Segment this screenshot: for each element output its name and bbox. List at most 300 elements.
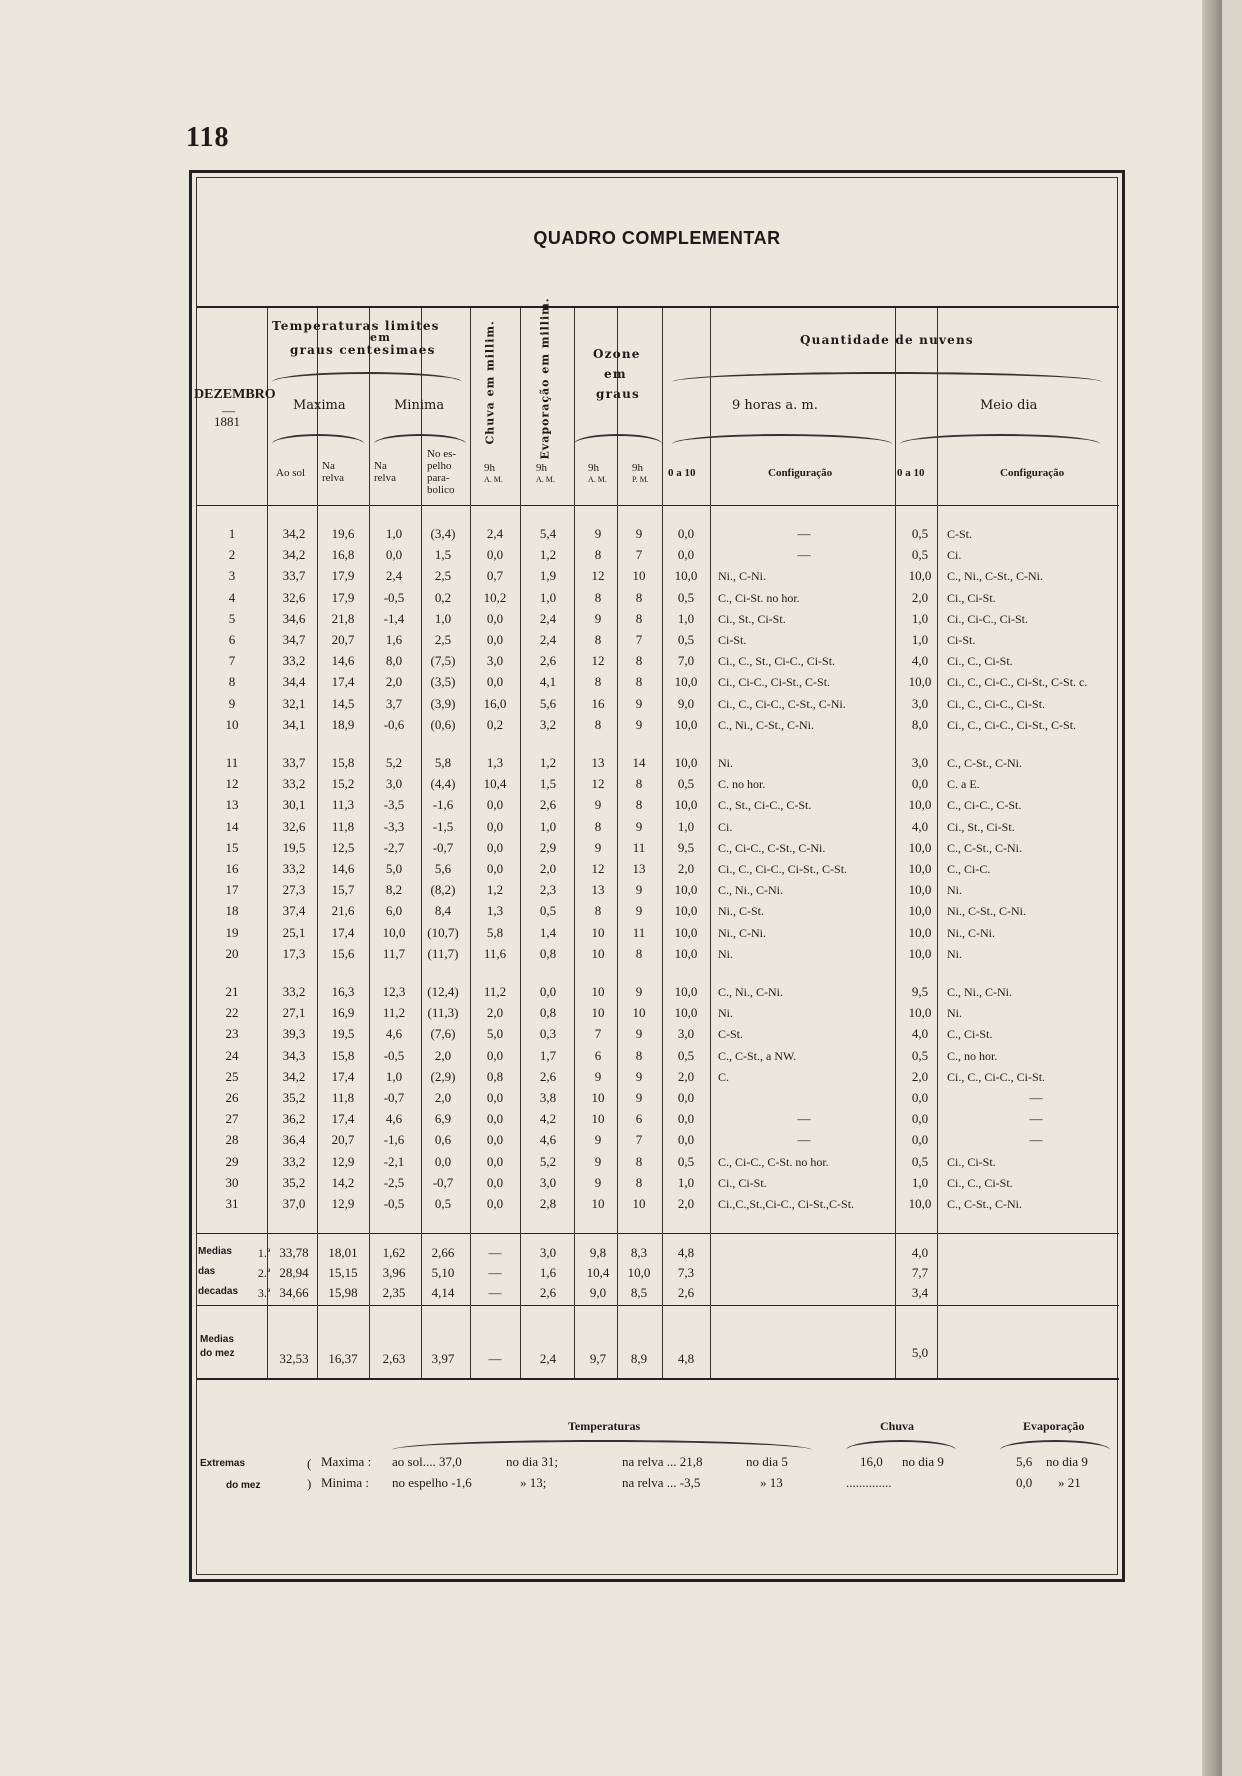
- table-cell: 5,0: [385, 861, 403, 876]
- table-cell: 2,0: [911, 1068, 929, 1084]
- extremas-max-label: Maxima :: [321, 1454, 372, 1469]
- table-cell-config: Ci., C., Ci-St.: [947, 654, 1013, 669]
- rule-header-top: [197, 306, 1119, 308]
- col-espelho: para-: [427, 472, 450, 484]
- table-cell: 12,5: [331, 839, 355, 855]
- table-cell: 19,6: [331, 526, 355, 541]
- table-cell-config: —: [797, 1111, 811, 1127]
- table-cell: 9,5: [677, 839, 695, 855]
- table-cell: 11,8: [331, 818, 355, 834]
- table-cell: 5,2: [385, 755, 403, 770]
- table-cell: 17,4: [331, 924, 355, 940]
- table-cell: —: [488, 1265, 502, 1280]
- table-cell: 10,0: [908, 945, 932, 961]
- table-cell: 34,6: [282, 610, 306, 626]
- table-cell: 0,5: [677, 589, 695, 605]
- table-cell-config: C., Ni., C-Ni.: [947, 985, 1013, 999]
- table-cell: 1,0: [677, 818, 695, 834]
- table-cell: (3,4): [430, 526, 456, 541]
- table-cell: 6: [594, 1047, 602, 1063]
- table-cell: 8: [635, 653, 643, 669]
- table-cell: 14: [225, 818, 239, 834]
- table-cell: 13: [225, 797, 239, 813]
- table-cell: 33,7: [282, 755, 306, 770]
- table-cell: 10,0: [674, 797, 698, 813]
- table-cell: 1,4: [539, 924, 557, 940]
- table-cell: 4,6: [385, 1026, 403, 1042]
- table-cell-config: Ni., C-Ni.: [718, 925, 766, 940]
- table-cell: 2,0: [434, 1090, 452, 1105]
- table-cell-config: Ci., C., Ci-C., Ci-St., C-St.: [947, 717, 1077, 732]
- table-cell: 34,66: [279, 1285, 309, 1300]
- table-cell-config: C., Ci-C.: [947, 862, 991, 876]
- table-cell-config: Ci., C., Ci-C., C-St., C-Ni.: [718, 696, 846, 711]
- col-cfg2: Configuração: [1000, 467, 1065, 479]
- col-evap-hora: A. M.: [536, 475, 555, 484]
- table-cell: 6,0: [385, 903, 403, 919]
- table-cell: 0,8: [539, 1005, 557, 1021]
- table-cell: -0,5: [383, 589, 405, 605]
- table-cell-config: C., C-St., C-Ni.: [947, 840, 1023, 855]
- table-cell: 16,9: [331, 1005, 355, 1021]
- table-cell: 9: [635, 903, 643, 919]
- table-cell: 8: [594, 547, 602, 563]
- table-cell: 4,2: [539, 1111, 557, 1127]
- table-cell: 10: [591, 945, 605, 961]
- table-cell: 8: [635, 674, 643, 690]
- table-cell: 36,4: [282, 1132, 306, 1148]
- table-cell: 0,5: [539, 903, 557, 919]
- table-cell: 9: [594, 1132, 602, 1148]
- table-cell-config: Ni., C-Ni.: [718, 569, 766, 584]
- table-cell: 33,2: [282, 984, 306, 999]
- table-cell: 15: [225, 839, 239, 855]
- table-cell: 8: [228, 674, 236, 690]
- table-cell-config: C., Ci-C., C-St. no hor.: [718, 1154, 829, 1169]
- table-cell: 2,3: [539, 882, 557, 898]
- table-cell: 11,6: [483, 945, 507, 961]
- table-cell: -0,5: [383, 1047, 405, 1063]
- table-cell: 3,0: [539, 1174, 557, 1190]
- table-cell: 10: [591, 1090, 605, 1105]
- col-cfg1: Configuração: [768, 467, 833, 479]
- table-cell: 8: [635, 776, 643, 792]
- table-cell: 3,4: [911, 1285, 929, 1300]
- table-cell-config: Ci., C., Ci-C., Ci-St., C-St.: [718, 862, 848, 876]
- table-cell-config: Ci.: [947, 548, 962, 563]
- table-cell: 34,3: [282, 1047, 306, 1063]
- table-cell-config: Ci., Ci-C., Ci-St.: [947, 611, 1029, 626]
- table-cell: 37,0: [282, 1196, 306, 1211]
- table-cell: 16,8: [331, 547, 355, 563]
- table-cell: 33,2: [282, 776, 306, 792]
- table-cell-config: C. a E.: [947, 777, 980, 792]
- table-cell: 8: [635, 797, 643, 813]
- table-cell: 17,3: [282, 945, 306, 961]
- table-cell: -0,7: [432, 839, 454, 855]
- table-cell: 28,94: [279, 1265, 309, 1280]
- table-cell: 7,7: [911, 1265, 929, 1280]
- table-cell: 2,0: [677, 1196, 695, 1211]
- table-cell: 21: [225, 984, 239, 999]
- table-cell: 0,7: [486, 568, 504, 584]
- table-cell: 3,0: [486, 653, 504, 669]
- column-rule: [520, 308, 521, 1378]
- table-cell: 17,4: [331, 1068, 355, 1084]
- table-cell: 15,15: [328, 1265, 358, 1280]
- table-cell: 11,2: [382, 1005, 406, 1021]
- table-cell: 10,0: [908, 903, 932, 919]
- table-cell: 9: [635, 716, 643, 732]
- table-cell: —: [488, 1351, 502, 1366]
- table-cell: 5,8: [434, 755, 452, 770]
- table-cell: 1,2: [539, 547, 557, 563]
- table-cell-config: —: [797, 526, 811, 541]
- table-cell-config: Ci., C., Ci-C., Ci-St.: [947, 1069, 1046, 1084]
- table-cell: 8: [635, 589, 643, 605]
- table-cell: 34,1: [282, 716, 306, 732]
- extremas-min-espelho-dia: » 13;: [520, 1475, 547, 1490]
- table-cell-config: —: [1029, 1111, 1043, 1127]
- table-cell: 7: [635, 547, 643, 563]
- ozone-l2: em: [604, 367, 627, 381]
- extremas-brace-mark: (: [307, 1456, 312, 1471]
- table-cell: 1,2: [486, 882, 504, 898]
- table-cell: 2,35: [382, 1285, 406, 1300]
- table-cell-config: C., no hor.: [947, 1048, 998, 1063]
- table-cell: 12: [591, 861, 605, 876]
- extremas-max-evap-dia: no dia 9: [1046, 1454, 1088, 1469]
- table-cell: 9: [594, 797, 602, 813]
- extremas-max-relva: na relva ... 21,8: [622, 1454, 703, 1469]
- col-na-relva-max: Na: [322, 460, 335, 472]
- table-cell: 9: [594, 610, 602, 626]
- table-cell: 1,0: [677, 610, 695, 626]
- table-cell: 20: [225, 945, 239, 961]
- col-qtd1: 0 a 10: [668, 467, 696, 479]
- extremas-max-sol-dia: no dia 31;: [506, 1454, 558, 1469]
- table-cell: -2,1: [383, 1153, 405, 1169]
- table-cell: 9: [594, 1174, 602, 1190]
- table-cell: 3: [228, 568, 236, 584]
- extremas-max-chuva-dia: no dia 9: [902, 1454, 944, 1469]
- table-cell-config: Ci., Ci-C., Ci-St., C-St.: [718, 675, 831, 690]
- table-cell: 34,4: [282, 674, 306, 690]
- col-chuva-hora: 9h: [484, 462, 495, 474]
- table-cell: 1,9: [539, 568, 557, 584]
- ozone-l1: Ozone: [593, 347, 641, 361]
- table-cell: 1.ª: [257, 1246, 271, 1260]
- table-cell: 2,6: [539, 797, 557, 813]
- table-cell: 11,3: [331, 797, 355, 813]
- table-cell: 11,7: [382, 945, 406, 961]
- table-cell: 1,0: [385, 1068, 403, 1084]
- table-cell: 0,0: [486, 547, 504, 563]
- table-cell: 0,0: [486, 610, 504, 626]
- table-cell: 13: [591, 755, 605, 770]
- table-cell-config: —: [1029, 1132, 1043, 1148]
- table-cell: 1,2: [539, 755, 557, 770]
- table-cell: 8,5: [630, 1285, 648, 1300]
- table-cell-config: C. no hor.: [718, 777, 766, 792]
- table-cell: 3,0: [911, 695, 929, 711]
- table-cell: 32,6: [282, 818, 306, 834]
- table-cell-config: C., Ni., C-Ni.: [718, 985, 784, 999]
- table-cell: 5,6: [539, 695, 557, 711]
- table-cell: 0,0: [486, 861, 504, 876]
- table-cell: 8,0: [385, 653, 403, 669]
- table-cell: 2,4: [539, 632, 557, 647]
- table-cell: 21,6: [331, 903, 355, 919]
- table-cell: 3,96: [382, 1265, 406, 1280]
- table-cell: (3,5): [430, 674, 456, 690]
- table-cell: 12,9: [331, 1153, 355, 1169]
- table-cell: 4,8: [677, 1245, 695, 1260]
- table-cell: 0,0: [486, 839, 504, 855]
- table-cell: 10,4: [586, 1265, 610, 1280]
- table-cell: 9: [635, 818, 643, 834]
- extremas-label: do mez: [226, 1480, 261, 1491]
- table-cell: (10,7): [427, 924, 459, 940]
- col-ozone-pm: 9h: [632, 462, 643, 474]
- table-cell: 9: [594, 839, 602, 855]
- table-cell: 10: [591, 1005, 605, 1021]
- extremas-min-evap: 0,0: [1016, 1475, 1033, 1490]
- table-cell: (7,6): [430, 1026, 456, 1042]
- table-cell: 19: [225, 924, 239, 940]
- table-cell: 10: [632, 1005, 646, 1021]
- table-cell: 3,2: [539, 716, 557, 732]
- table-cell: 8,4: [434, 903, 452, 919]
- extremas-min-relva: na relva ... -3,5: [622, 1475, 701, 1490]
- table-cell: 10,0: [674, 568, 698, 584]
- table-cell: 0,0: [677, 1090, 695, 1105]
- table-cell: 8,9: [630, 1351, 648, 1366]
- table-cell: 30: [225, 1174, 239, 1190]
- table-cell-config: C-St.: [718, 1027, 744, 1042]
- medias-mez-label: Medias: [200, 1334, 234, 1345]
- table-cell: 9,0: [677, 695, 695, 711]
- table-cell: -1,6: [383, 1132, 405, 1148]
- table-cell: 10: [591, 1111, 605, 1127]
- table-cell: (11,7): [427, 945, 459, 961]
- table-cell: 5,0: [486, 1026, 504, 1042]
- table-cell: 0,2: [434, 589, 452, 605]
- table-cell: -0,7: [432, 1174, 454, 1190]
- table-cell: 10,0: [674, 674, 698, 690]
- table-cell-config: Ni.: [947, 1006, 962, 1021]
- table-cell: 18,01: [328, 1245, 358, 1260]
- table-cell: 8: [594, 674, 602, 690]
- year-dash: —: [222, 403, 235, 418]
- table-cell: 14,6: [331, 861, 355, 876]
- table-cell-config: Ci., St., Ci-St.: [947, 819, 1015, 834]
- table-cell: 6: [635, 1111, 643, 1127]
- table-cell: 2,6: [539, 1285, 557, 1300]
- table-cell: 30,1: [282, 797, 306, 813]
- table-cell-config: Ni.: [947, 946, 962, 961]
- table-cell: 10: [632, 568, 646, 584]
- table-cell: 0,5: [434, 1196, 452, 1211]
- nuvens-header: Quantidade de nuvens: [800, 333, 974, 347]
- table-cell: 4,14: [431, 1285, 455, 1300]
- table-cell: 2,5: [434, 632, 452, 647]
- table-cell: 3,0: [385, 776, 403, 792]
- table-cell: (0,6): [430, 716, 456, 732]
- table-cell: 11,2: [483, 984, 507, 999]
- table-cell: 17,4: [331, 1111, 355, 1127]
- table-cell: 14: [632, 755, 646, 770]
- table-cell: 4,6: [385, 1111, 403, 1127]
- table-cell: 2: [228, 547, 236, 563]
- table-cell: 1,0: [911, 610, 929, 626]
- table-cell: 1,0: [539, 818, 557, 834]
- table-cell: 8: [594, 716, 602, 732]
- table-cell-config: Ni., C-St.: [718, 904, 765, 919]
- page-number: 118: [186, 122, 230, 153]
- table-cell: 5,10: [431, 1265, 455, 1280]
- table-cell: —: [488, 1245, 502, 1260]
- table-cell-config: —: [797, 1132, 811, 1148]
- extremas-min-label: Minima :: [321, 1475, 370, 1490]
- table-cell: 9: [635, 984, 643, 999]
- table-cell: 2,6: [539, 653, 557, 669]
- table-cell: 10,0: [674, 755, 698, 770]
- extremas-label: Extremas: [200, 1458, 246, 1469]
- table-cell: 1,5: [434, 547, 452, 563]
- table-cell: 28: [225, 1132, 239, 1148]
- table-cell: 10,0: [908, 1196, 932, 1211]
- table-cell: —: [488, 1285, 502, 1300]
- table-cell: 4,0: [911, 818, 929, 834]
- table-cell: 7: [635, 632, 643, 647]
- col-na-relva-min: relva: [374, 472, 396, 484]
- table-cell: 0,0: [486, 674, 504, 690]
- table-cell: 7,3: [677, 1265, 695, 1280]
- table-cell: 0,5: [677, 1153, 695, 1169]
- table-cell: 4,1: [539, 674, 557, 690]
- table-cell: 19,5: [331, 1026, 355, 1042]
- table-cell: 15,6: [331, 945, 355, 961]
- table-cell: 15,98: [328, 1285, 358, 1300]
- table-cell: 11: [632, 839, 646, 855]
- table-cell: 10: [591, 984, 605, 999]
- table-cell-config: C., Ni., C-Ni.: [718, 883, 784, 898]
- table-cell: 33,7: [282, 568, 306, 584]
- table-cell: 13: [632, 861, 646, 876]
- table-cell-config: —: [1029, 1090, 1043, 1105]
- table-cell: 1: [228, 526, 236, 541]
- table-cell: -2,7: [383, 839, 405, 855]
- table-cell: 7,0: [677, 653, 695, 669]
- table-cell: 8: [635, 1047, 643, 1063]
- nove-horas-label: 9 horas a. m.: [732, 398, 818, 413]
- table-cell-config: C., Ci-C., C-St., C-Ni.: [718, 840, 826, 855]
- table-cell: 4,0: [911, 653, 929, 669]
- table-cell: 4,6: [539, 1132, 557, 1148]
- table-cell: 10,0: [908, 861, 932, 876]
- maxima-label: Maxima: [293, 398, 346, 413]
- table-cell: 1,3: [486, 903, 504, 919]
- temp-group-l3: graus centesimaes: [290, 343, 436, 357]
- table-cell: 1,0: [911, 1174, 929, 1190]
- table-cell: 11,8: [331, 1090, 355, 1105]
- table-cell: 10,0: [908, 568, 932, 584]
- col-qtd2: 0 a 10: [897, 467, 925, 479]
- table-cell: 8,3: [630, 1245, 648, 1260]
- table-cell: (11,3): [427, 1005, 459, 1021]
- table-cell: 10: [632, 1196, 646, 1211]
- table-cell-config: Ci., C., Ci-St.: [947, 1175, 1013, 1190]
- table-cell: 10,0: [674, 945, 698, 961]
- table-cell: 34,2: [282, 1068, 306, 1084]
- table-cell: 10,0: [908, 674, 932, 690]
- table-cell: 0,0: [434, 1153, 452, 1169]
- table-cell: 4,0: [911, 1245, 929, 1260]
- table-cell: 18: [225, 903, 239, 919]
- table-cell: 9: [635, 695, 643, 711]
- col-espelho: pelho: [427, 460, 452, 472]
- table-cell: 0,5: [911, 526, 929, 541]
- table-cell: 14,2: [331, 1174, 355, 1190]
- table-cell: 6: [228, 632, 236, 647]
- table-cell-config: C., Ci-St.: [947, 1027, 993, 1042]
- table-cell: 12: [591, 653, 605, 669]
- table-cell: (4,4): [430, 776, 456, 792]
- table-cell: 1,0: [385, 526, 403, 541]
- table-cell: -2,5: [383, 1174, 405, 1190]
- table-cell: 12: [591, 568, 605, 584]
- col-ozone-am: A. M.: [588, 475, 607, 484]
- table-cell-config: Ci., C., Ci-C., Ci-St.: [947, 696, 1046, 711]
- col-na-relva-min: Na: [374, 460, 387, 472]
- table-cell: 7: [635, 1132, 643, 1148]
- table-cell: 22: [225, 1005, 239, 1021]
- table-cell: 2,4: [539, 610, 557, 626]
- table-cell: 8: [594, 632, 602, 647]
- table-cell-config: Ci.: [718, 819, 733, 834]
- table-cell: 10,0: [908, 839, 932, 855]
- table-cell: 3,0: [911, 755, 929, 770]
- column-rule: [710, 308, 711, 1378]
- table-cell: 26: [225, 1090, 239, 1105]
- table-cell: 31: [225, 1196, 239, 1211]
- table-cell: 16: [225, 861, 239, 876]
- table-cell: 8: [594, 818, 602, 834]
- table-cell: 39,3: [282, 1026, 306, 1042]
- rule-summary-bottom: [197, 1378, 1119, 1380]
- table-cell: -1,5: [432, 818, 454, 834]
- table-cell-config: C., C-St., C-Ni.: [947, 756, 1023, 770]
- table-cell: 2,0: [385, 674, 403, 690]
- table-cell-config: Ci., St., Ci-St.: [718, 611, 786, 626]
- table-cell: 2,6: [677, 1285, 695, 1300]
- extremas-evap-header: Evaporação: [1023, 1419, 1085, 1433]
- table-cell: (8,2): [430, 882, 456, 898]
- table-cell: 9,0: [589, 1285, 607, 1300]
- table-cell-config: Ci., C., St., Ci-C., Ci-St.: [718, 654, 836, 669]
- table-cell: 16,37: [328, 1351, 358, 1366]
- table-cell-config: C., Ci-C., C-St.: [947, 798, 1022, 813]
- table-cell: 2,0: [911, 589, 929, 605]
- table-cell: (3,9): [430, 695, 456, 711]
- table-cell: 0,3: [539, 1026, 557, 1042]
- table-cell: 2,63: [382, 1351, 406, 1366]
- table-cell: 27,1: [282, 1005, 306, 1021]
- table-cell-config: C., C-St., a NW.: [718, 1048, 797, 1063]
- table-cell: 0,0: [486, 797, 504, 813]
- table-cell: 9: [635, 1090, 643, 1105]
